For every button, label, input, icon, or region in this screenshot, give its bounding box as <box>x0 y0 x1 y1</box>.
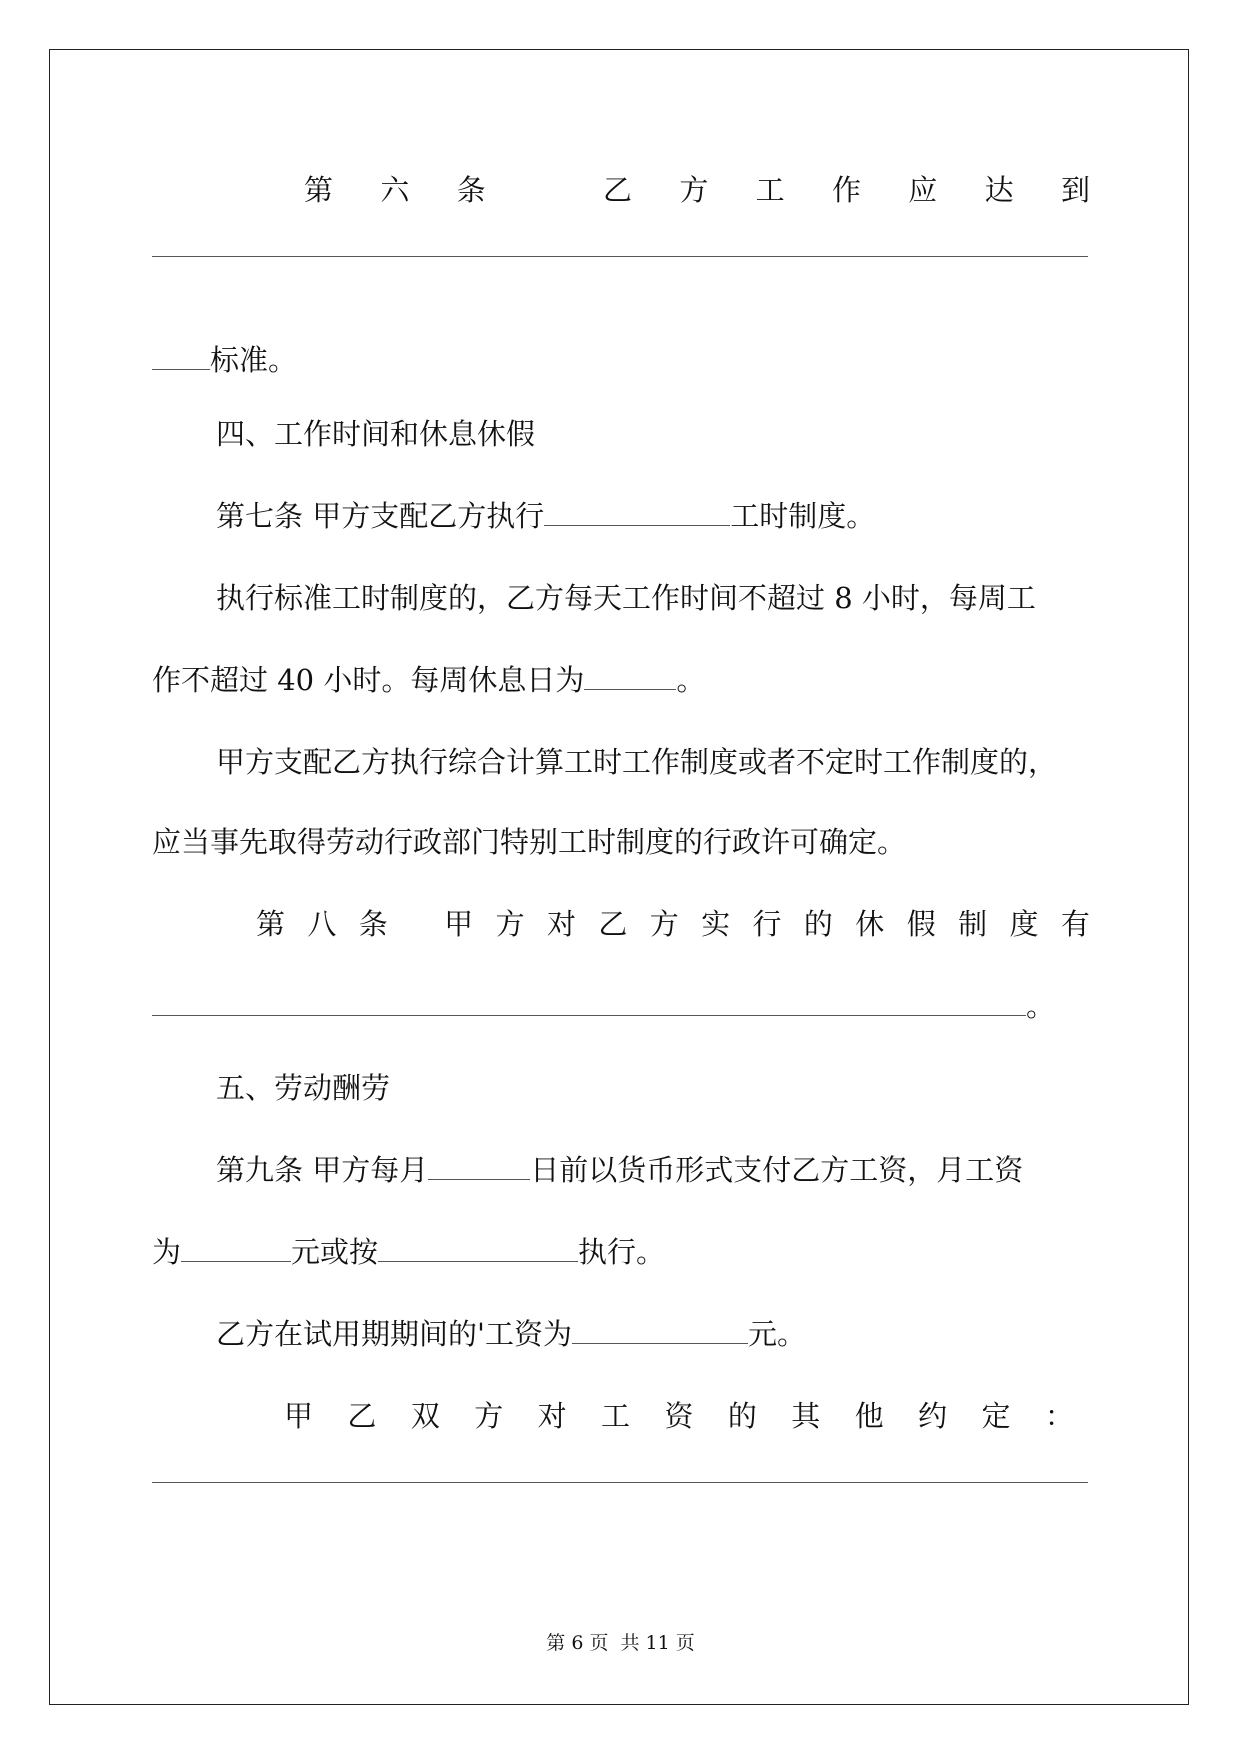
probation-suffix: 元。 <box>747 1317 806 1351</box>
other-wage-char: 其 <box>791 1399 821 1433</box>
article7-line <box>216 496 1154 536</box>
other-wage-blank-line <box>152 1482 1088 1483</box>
article9-line1-prefix: 第九条 甲方每月 <box>216 1153 429 1187</box>
standard-hours-line2 <box>152 660 1090 700</box>
article8-char: 休 <box>855 907 885 941</box>
blank <box>152 989 1026 1016</box>
article9-line2 <box>152 1232 1090 1272</box>
article6-char: 到 <box>1060 173 1090 207</box>
probation-prefix: 乙方在试用期期间的'工资为 <box>216 1317 572 1351</box>
article9-line2-b: 元或按 <box>291 1235 379 1269</box>
article8-char: 行 <box>752 907 782 941</box>
article8-char: 制 <box>958 907 988 941</box>
other-wage-char: 工 <box>601 1399 631 1433</box>
article6-char: 第 <box>304 173 334 207</box>
article6-suffix: 标准。 <box>210 343 298 377</box>
article6-char: 达 <box>984 173 1014 207</box>
article9-line2-a: 为 <box>152 1235 182 1269</box>
article7-prefix: 第七条 甲方支配乙方执行 <box>216 499 545 533</box>
other-wage-char: 方 <box>474 1399 504 1433</box>
article8-char: 方 <box>649 907 679 941</box>
article8-char: 方 <box>495 907 525 941</box>
blank <box>152 343 210 370</box>
other-wage-char: 对 <box>537 1399 567 1433</box>
article6-char: 应 <box>908 173 938 207</box>
article8-char: 八 <box>307 907 337 941</box>
article6-suffix-line <box>152 340 1090 380</box>
article8-blank-line <box>152 986 1090 1026</box>
article8-char: 度 <box>1009 907 1039 941</box>
article8-char: 条 <box>358 907 388 941</box>
page-frame <box>49 49 1189 1705</box>
article8-char: 有 <box>1060 907 1090 941</box>
article8-char: 甲 <box>444 907 474 941</box>
other-wage-char: 双 <box>410 1399 440 1433</box>
article6-char: 方 <box>679 173 709 207</box>
article8-char: 乙 <box>598 907 628 941</box>
probation-line <box>216 1314 1154 1354</box>
other-wage-char: 约 <box>918 1399 948 1433</box>
page-footer <box>0 1628 1241 1655</box>
standard-hours-line2-prefix: 作不超过 40 小时。每周休息日为 <box>152 663 585 697</box>
article8-char: 实 <box>701 907 731 941</box>
article8-suffix: 。 <box>1026 989 1056 1023</box>
other-wage-line <box>284 1396 1074 1436</box>
other-wage-char: 甲 <box>284 1399 314 1433</box>
blank <box>544 499 730 526</box>
other-wage-char: 定 <box>981 1399 1011 1433</box>
special-hours-line1: 甲方支配乙方执行综合计算工时工作制度或者不定时工作制度的， <box>216 745 1058 779</box>
blank <box>584 663 676 690</box>
article6-char: 工 <box>755 173 785 207</box>
section4-title: 四、工作时间和休息休假 <box>216 417 536 451</box>
section5-title: 五、劳动酬劳 <box>216 1071 391 1105</box>
standard-hours-line1: 执行标准工时制度的，乙方每天工作时间不超过 8 小时，每周工 <box>216 581 1036 615</box>
article6-blank-line <box>152 256 1088 257</box>
article8-char: 假 <box>906 907 936 941</box>
article6-char: 作 <box>831 173 861 207</box>
article8-char: 对 <box>546 907 576 941</box>
blank <box>428 1153 530 1180</box>
article9-line1-suffix: 日前以货币形式支付乙方工资，月工资 <box>530 1153 1024 1187</box>
article6-char: 乙 <box>602 173 632 207</box>
other-wage-char: 他 <box>854 1399 884 1433</box>
article9-line2-c: 执行。 <box>578 1235 666 1269</box>
article8-char: 的 <box>803 907 833 941</box>
other-wage-char: 的 <box>727 1399 757 1433</box>
article8-line <box>256 904 1090 944</box>
blank <box>572 1317 748 1344</box>
page-total: 共 11 页 <box>620 1632 695 1654</box>
blank <box>181 1235 291 1262</box>
other-wage-char: 资 <box>664 1399 694 1433</box>
article7-suffix: 工时制度。 <box>730 499 876 533</box>
article6-line <box>304 170 1090 210</box>
page-number: 第 6 页 <box>546 1632 609 1654</box>
blank <box>378 1235 578 1262</box>
article8-char: 第 <box>256 907 286 941</box>
article6-char: 六 <box>380 173 410 207</box>
standard-hours-line2-suffix: 。 <box>676 663 706 697</box>
article9-line1 <box>216 1150 1154 1190</box>
other-wage-char: 乙 <box>347 1399 377 1433</box>
other-wage-char: ： <box>1044 1399 1074 1433</box>
article6-char: 条 <box>456 173 486 207</box>
special-hours-line2: 应当事先取得劳动行政部门特别工时制度的行政许可确定。 <box>152 825 907 859</box>
